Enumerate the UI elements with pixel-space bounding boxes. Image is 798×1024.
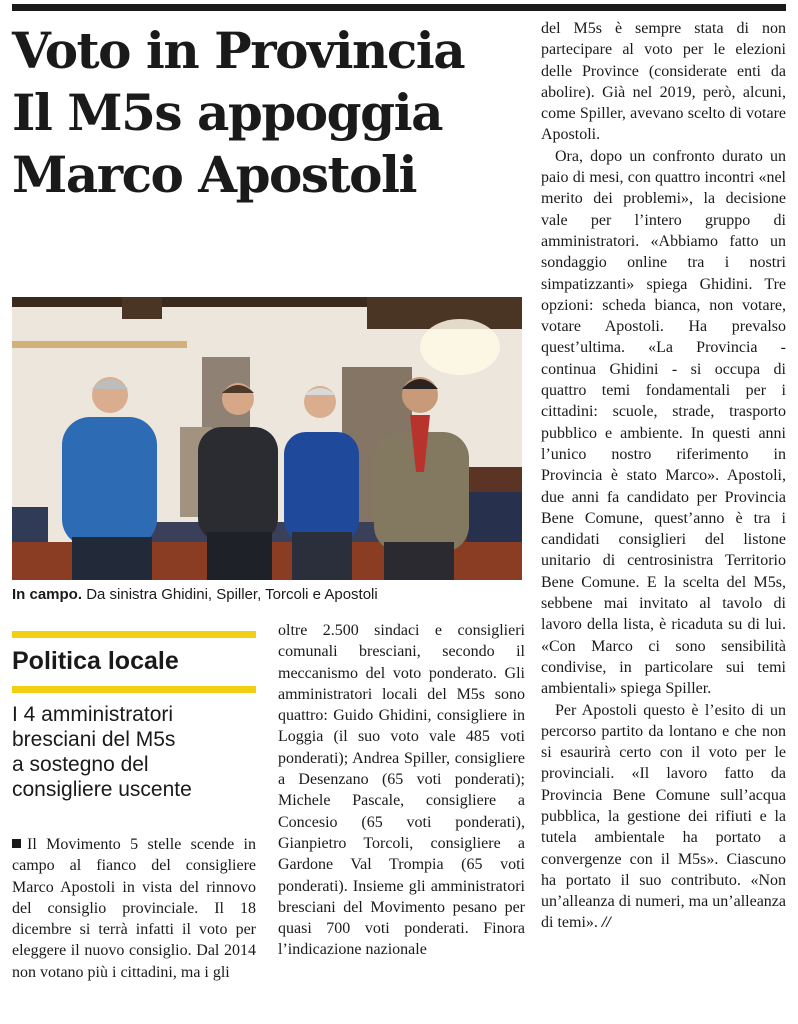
summary-line-2: bresciani del M5s — [12, 728, 176, 751]
body-column-3 — [541, 18, 786, 934]
article-summary — [12, 702, 262, 802]
bullet-icon — [12, 839, 21, 848]
top-rule — [12, 4, 786, 11]
end-mark: // — [601, 914, 611, 932]
caption-text: Da sinistra Ghidini, Spiller, Torcoli e Apostoli — [86, 586, 378, 603]
section-rule-top — [12, 631, 256, 638]
headline-line-3: Marco Apostoli — [12, 145, 416, 204]
body-paragraph: Ora, dopo un confronto durato un paio di mesi, con quattro incontri «nel merito dei problemi», la decisione vale per l’intero gruppo di amministratori. «Abbiamo fatto un sondaggio online tra i nostri simpatizzanti» spiega Ghidini. Tre opzioni: scheda bianca, non votare, votare Apostoli. Ha prevalso quest’ultima. «La Provincia - continua Ghidini - si occupa di quattro temi fondamentali per i cittadini: scuole, strade, trasporto pubblico e ambiente. In questi anni l’unico nostro riferimento in Provincia è stato Marco». Apostoli, due anni fa candidato per Provincia Bene Comune, quest’anno è tra i candidati consiglieri del listone unitario di centrosinistra Territorio Bene Comune. E la scelta del M5s, sebbene mai invitato al tavolo di lavoro della lista, è ricaduta su di lui. «Con Marco ci sono sensibilità condivise, in particolare sui temi ambientali» spiega Spiller. — [541, 147, 786, 698]
article-photo — [12, 297, 522, 580]
paragraph-text: Per Apostoli questo è l’esito di un percorso partito da lontano e che non si esaurirà certo con il voto per le provinciali. «Il lavoro fatto da Provincia Bene Comune sull’acqua pubblica, la gestione dei rifiuti e la tutela ambientale ha portato a convergenze con il M5s». Ciascuno ha portato il suo contributo. «Non un’alleanza di numeri, ma un’alleanza di temi». — [541, 701, 786, 932]
summary-line-1: I 4 amministratori — [12, 703, 174, 726]
headline-line-1: Voto in Provincia — [12, 21, 465, 80]
body-paragraph: oltre 2.500 sindaci e consiglieri comunali bresciani, secondo il meccanismo del voto ponderato. Gli amministratori locali del M5s sono quattro: Guido Ghidini, consigliere in Loggia (il suo voto vale 485 voti ponderati); Andrea Spiller, consigliere a Desenzano (65 voti ponderati); Michele Pascale, consigliere a Concesio (65 voti ponderati), Gianpietro Torcoli, consigliere a Gardone Val Trompia (65 voti ponderati). Insieme gli amministratori bresciani del Movimento pesano per quasi 700 voti ponderati. Finora l’indicazione nazionale — [278, 622, 525, 959]
body-column-1 — [12, 834, 256, 983]
photo-caption — [12, 585, 527, 605]
summary-line-4: consigliere uscente — [12, 778, 192, 801]
headline-line-2: Il M5s appoggia — [12, 83, 442, 142]
summary-line-3: a sostegno del — [12, 753, 149, 776]
body-paragraph — [541, 700, 786, 934]
body-column-2 — [278, 620, 525, 961]
section-rule-bottom — [12, 686, 256, 693]
paragraph-text: Il Movimento 5 stelle scende in campo al fianco del consigliere Marco Apostoli in vista del rinnovo del consiglio provinciale. Il 18 dicembre si terrà infatti il voto per eleggere il nuovo consiglio. Dal 2014 non votano più i cittadini, ma i gli — [12, 836, 256, 981]
section-title: Politica locale — [12, 647, 179, 675]
caption-label: In campo. — [12, 586, 83, 603]
body-paragraph: del M5s è sempre stata di non partecipare al voto per le elezioni delle Province (considerate enti da abolire). Già nel 2019, però, alcuni, come Spiller, avevano scelto di votare Apostoli. — [541, 20, 786, 144]
body-paragraph — [12, 834, 256, 983]
article-headline — [12, 20, 532, 206]
